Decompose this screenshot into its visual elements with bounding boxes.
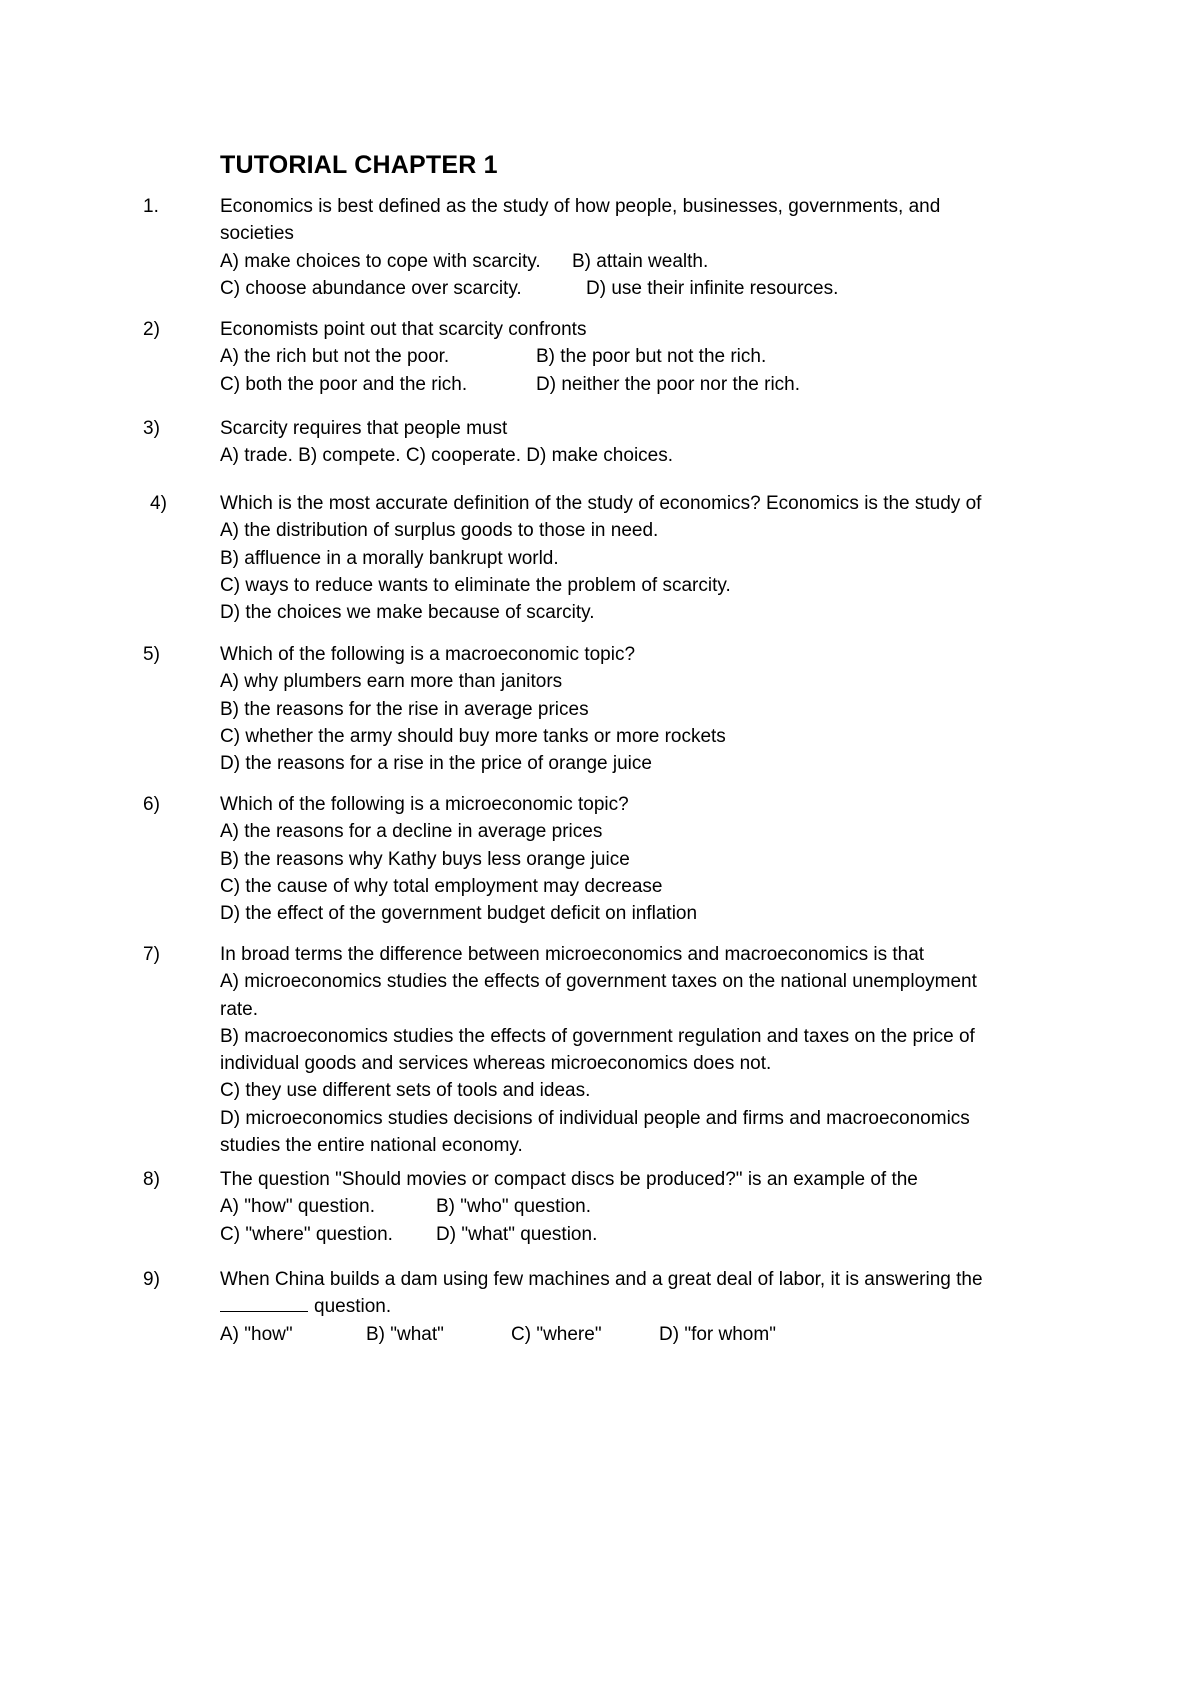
option-a: A) the rich but not the poor. [220,346,450,368]
options-row [220,248,1060,275]
option-d: D) neither the poor nor the rich. [536,373,801,395]
option-c: C) "where" question. [220,1223,393,1245]
question-stem: Scarcity requires that people must [220,418,508,439]
options-row [220,371,1060,398]
question-body [220,1166,1060,1248]
question-stem: In broad terms the difference between microeconomics and macroeconomics is that [220,944,925,965]
options-row [220,275,1060,302]
question-body [220,641,1060,777]
question-body [220,1266,1060,1348]
answer-blank [220,1293,308,1312]
question-number: 5) [143,644,160,665]
option-d: D) use their infinite resources. [586,277,839,299]
option-a: A) "how" [220,1323,293,1345]
option-a: A) make choices to cope with scarcity. [220,250,541,272]
question-number: 7) [143,944,160,965]
option-d: D) "for whom" [659,1323,776,1345]
question-stem: Economists point out that scarcity confronts [220,319,587,340]
question-body [220,490,1060,626]
option-a: A) the distribution of surplus goods to those in need. [220,520,659,542]
question-stem: Which of the following is a macroeconomic topic? [220,644,636,665]
option-b: B) "what" [366,1323,444,1345]
question-number: 8) [143,1169,160,1190]
option-b: B) the poor but not the rich. [536,346,767,368]
options-row [220,343,1060,370]
option-a: A) the reasons for a decline in average prices [220,821,603,843]
option-b: B) attain wealth. [572,250,709,272]
question-stem-tail: question. [314,1296,392,1318]
option-b: B) the reasons for the rise in average prices [220,698,589,720]
options-row [220,1321,1060,1348]
question-body [220,193,1060,302]
question-number: 2) [143,319,160,340]
option-c: C) they use different sets of tools and ideas. [220,1080,591,1102]
option-c: C) the cause of why total employment may decrease [220,875,663,897]
option-c: C) both the poor and the rich. [220,373,468,395]
option-b: B) macroeconomics studies the effects of government regulation and taxes on the price of [220,1025,975,1047]
question-body [220,316,1060,398]
option-a: A) microeconomics studies the effects of government taxes on the national unemployment [220,971,977,993]
option-b-cont: individual goods and services whereas microeconomics does not. [220,1053,772,1075]
option-d-cont: studies the entire national economy. [220,1135,523,1157]
question-stem: When China builds a dam using few machines and a great deal of labor, it is answering the [220,1269,983,1290]
option-d: D) "what" question. [436,1223,598,1245]
option-c: C) whether the army should buy more tanks or more rockets [220,725,726,747]
options-row [220,1221,1060,1248]
option-c: C) choose abundance over scarcity. [220,277,522,299]
option-c: C) "where" [511,1323,602,1345]
option-b: B) the reasons why Kathy buys less orange juice [220,848,630,870]
question-number: 1. [143,196,159,217]
question-body [220,941,1060,1159]
question-stem: The question "Should movies or compact discs be produced?" is an example of the [220,1169,918,1190]
options-row [220,1193,1060,1220]
question-number: 3) [143,418,160,439]
question-stem: Which is the most accurate definition of the study of economics? Economics is the study of [220,493,982,514]
question-body [220,415,1060,470]
question-stem: Which of the following is a microeconomic topic? [220,794,629,815]
option-d: D) the reasons for a rise in the price of orange juice [220,753,652,775]
question-body [220,791,1060,927]
option-b: B) affluence in a morally bankrupt world. [220,547,559,569]
option-a: A) why plumbers earn more than janitors [220,671,563,693]
option-b: B) "who" question. [436,1196,592,1218]
page-title: TUTORIAL CHAPTER 1 [220,151,498,179]
question-stem: Economics is best defined as the study of how people, businesses, governments, and [220,196,941,217]
question-number: 9) [143,1269,160,1290]
question-stem: societies [220,223,294,245]
option-a-cont: rate. [220,998,259,1020]
option-a: A) "how" question. [220,1196,376,1218]
question-stem-cont [220,1293,1060,1320]
option-c: C) ways to reduce wants to eliminate the problem of scarcity. [220,574,731,596]
option-d: D) the choices we make because of scarcity. [220,602,595,624]
question-number: 6) [143,794,160,815]
option-d: D) the effect of the government budget deficit on inflation [220,903,698,925]
question-number: 4) [150,493,167,514]
option-d: D) microeconomics studies decisions of individual people and firms and macroeconomics [220,1107,970,1129]
options-line: A) trade. B) compete. C) cooperate. D) make choices. [220,445,674,467]
